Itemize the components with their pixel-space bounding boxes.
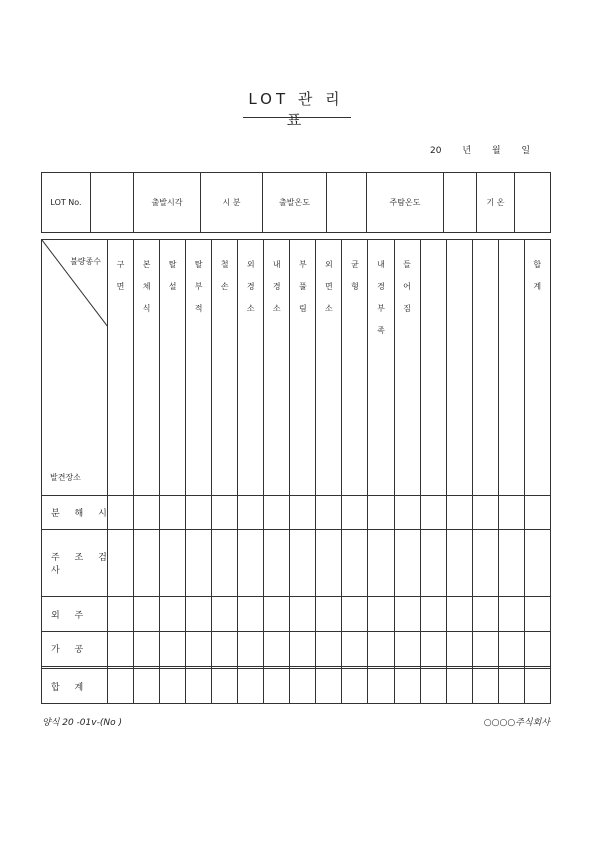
company-name: ○○○○주식회사 <box>483 718 550 728</box>
entry-cell[interactable] <box>498 597 524 632</box>
defect-column-label: 구 면 <box>116 260 125 291</box>
defect-column-label: 내 경 부 족 <box>377 260 385 335</box>
entry-cell[interactable] <box>420 669 446 704</box>
entry-cell[interactable] <box>420 597 446 632</box>
row-label: 외 주 <box>42 597 108 632</box>
info-cell-1 <box>91 173 134 233</box>
entry-cell[interactable] <box>108 495 134 530</box>
defect-column-header <box>524 240 550 496</box>
defect-column-label: 균 형 <box>351 260 359 291</box>
entry-cell[interactable] <box>420 530 446 597</box>
entry-cell[interactable] <box>264 669 290 704</box>
entry-cell[interactable] <box>186 495 212 530</box>
entry-cell[interactable] <box>368 530 394 597</box>
entry-cell[interactable] <box>134 530 160 597</box>
info-cell-2: 출발시각 <box>134 173 201 233</box>
entry-cell[interactable] <box>238 530 264 597</box>
defect-column-label: 내 경 소 <box>272 260 281 313</box>
info-cell-3: 시 분 <box>201 173 263 233</box>
entry-cell[interactable] <box>212 632 238 667</box>
entry-cell[interactable] <box>498 669 524 704</box>
entry-cell[interactable] <box>316 597 342 632</box>
entry-cell[interactable] <box>394 669 420 704</box>
entry-cell[interactable] <box>446 495 472 530</box>
info-cell-5 <box>327 173 367 233</box>
defect-column-header <box>134 240 160 496</box>
entry-cell[interactable] <box>524 669 550 704</box>
defect-column-header <box>264 240 290 496</box>
table-row <box>42 495 551 530</box>
entry-cell[interactable] <box>108 530 134 597</box>
entry-cell[interactable] <box>212 597 238 632</box>
entry-cell[interactable] <box>368 632 394 667</box>
defect-column-header <box>212 240 238 496</box>
date-line: 20 년 월 일 <box>430 146 531 156</box>
table-row <box>42 597 551 632</box>
defect-column-header <box>186 240 212 496</box>
entry-cell[interactable] <box>394 530 420 597</box>
entry-cell[interactable] <box>186 632 212 667</box>
defect-column-header <box>108 240 134 496</box>
defect-column-label: 탈 부 적 <box>194 260 203 313</box>
defect-type-header: 불량종수 <box>70 257 101 266</box>
entry-cell[interactable] <box>524 632 550 667</box>
entry-cell[interactable] <box>316 530 342 597</box>
defect-column-label: 철 손 <box>220 260 229 291</box>
entry-cell[interactable] <box>446 632 472 667</box>
entry-cell[interactable] <box>290 669 316 704</box>
defect-column-header <box>316 240 342 496</box>
entry-cell[interactable] <box>524 495 550 530</box>
entry-cell[interactable] <box>108 597 134 632</box>
defect-column-header <box>160 240 186 496</box>
entry-cell[interactable] <box>160 495 186 530</box>
entry-cell[interactable] <box>212 530 238 597</box>
info-cell-7 <box>444 173 477 233</box>
defect-column-label: 외 경 소 <box>246 260 255 313</box>
entry-cell[interactable] <box>290 597 316 632</box>
entry-cell[interactable] <box>368 669 394 704</box>
entry-cell[interactable] <box>316 495 342 530</box>
entry-cell[interactable] <box>342 632 368 667</box>
entry-cell[interactable] <box>498 632 524 667</box>
entry-cell[interactable] <box>446 669 472 704</box>
entry-cell[interactable] <box>264 530 290 597</box>
entry-cell[interactable] <box>446 530 472 597</box>
entry-cell[interactable] <box>472 669 498 704</box>
entry-cell[interactable] <box>160 597 186 632</box>
entry-cell[interactable] <box>394 495 420 530</box>
title-underline <box>243 117 351 118</box>
entry-cell[interactable] <box>264 495 290 530</box>
entry-cell[interactable] <box>212 669 238 704</box>
entry-cell[interactable] <box>160 669 186 704</box>
entry-cell[interactable] <box>290 632 316 667</box>
entry-cell[interactable] <box>420 495 446 530</box>
entry-cell[interactable] <box>134 597 160 632</box>
entry-cell[interactable] <box>108 669 134 704</box>
defect-column-header <box>368 240 394 496</box>
info-cell-6: 주탐온도 <box>367 173 444 233</box>
entry-cell[interactable] <box>238 669 264 704</box>
entry-cell[interactable] <box>498 530 524 597</box>
row-label: 분 해 시 <box>42 495 108 530</box>
defect-column-header <box>290 240 316 496</box>
entry-cell[interactable] <box>290 530 316 597</box>
entry-cell[interactable] <box>368 495 394 530</box>
defect-column-label: 합 계 <box>533 260 542 291</box>
defect-column-header <box>342 240 368 496</box>
entry-cell[interactable] <box>290 495 316 530</box>
entry-cell[interactable] <box>472 530 498 597</box>
row-label: 가 공 <box>42 632 108 667</box>
entry-cell[interactable] <box>134 632 160 667</box>
defect-column-label: 외 면 소 <box>325 260 333 313</box>
entry-cell[interactable] <box>342 669 368 704</box>
defect-column-label: 탈 설 <box>168 260 177 291</box>
entry-cell[interactable] <box>264 632 290 667</box>
location-header: 발견장소 <box>50 472 81 482</box>
entry-cell[interactable] <box>186 597 212 632</box>
entry-cell[interactable] <box>238 597 264 632</box>
defect-column-header <box>472 240 498 496</box>
diagonal-line <box>42 240 108 327</box>
entry-cell[interactable] <box>394 632 420 667</box>
entry-cell[interactable] <box>264 597 290 632</box>
entry-cell[interactable] <box>394 597 420 632</box>
entry-cell[interactable] <box>368 597 394 632</box>
defect-column-header <box>420 240 446 496</box>
defect-column-header <box>238 240 264 496</box>
entry-cell[interactable] <box>238 495 264 530</box>
entry-cell[interactable] <box>212 495 238 530</box>
lot-info-table <box>41 172 551 233</box>
defect-table <box>41 239 551 704</box>
table-row <box>42 530 551 597</box>
entry-cell[interactable] <box>472 632 498 667</box>
entry-cell[interactable] <box>316 632 342 667</box>
row-label: 주 조 검 사 <box>42 530 108 597</box>
entry-cell[interactable] <box>160 530 186 597</box>
entry-cell[interactable] <box>134 495 160 530</box>
entry-cell[interactable] <box>524 597 550 632</box>
entry-cell[interactable] <box>186 669 212 704</box>
diagonal-header-cell <box>42 240 108 496</box>
entry-cell[interactable] <box>134 669 160 704</box>
defect-column-header <box>394 240 420 496</box>
defect-column-header <box>446 240 472 496</box>
entry-cell[interactable] <box>342 530 368 597</box>
info-cell-9 <box>515 173 551 233</box>
row-label: 합 계 <box>42 669 108 704</box>
defect-column-header <box>498 240 524 496</box>
entry-cell[interactable] <box>108 632 134 667</box>
form-title: LOT 관 리 표 <box>248 90 344 129</box>
entry-cell[interactable] <box>446 597 472 632</box>
entry-cell[interactable] <box>342 597 368 632</box>
entry-cell[interactable] <box>160 632 186 667</box>
entry-cell[interactable] <box>238 632 264 667</box>
table-row <box>42 669 551 704</box>
entry-cell[interactable] <box>316 669 342 704</box>
info-cell-8: 기 온 <box>477 173 515 233</box>
form-code: 양식 20 -01v-(No ) <box>42 718 122 728</box>
entry-cell[interactable] <box>472 597 498 632</box>
entry-cell[interactable] <box>342 495 368 530</box>
entry-cell[interactable] <box>498 495 524 530</box>
entry-cell[interactable] <box>420 632 446 667</box>
info-cell-0: LOT No. <box>42 173 91 233</box>
table-row <box>42 632 551 667</box>
info-cell-4: 출발온도 <box>263 173 327 233</box>
entry-cell[interactable] <box>524 530 550 597</box>
entry-cell[interactable] <box>472 495 498 530</box>
entry-cell[interactable] <box>186 530 212 597</box>
defect-column-label: 부 풀 림 <box>298 260 307 313</box>
defect-column-label: 본 체 식 <box>142 260 151 313</box>
defect-column-label: 들 어 짐 <box>403 260 411 313</box>
